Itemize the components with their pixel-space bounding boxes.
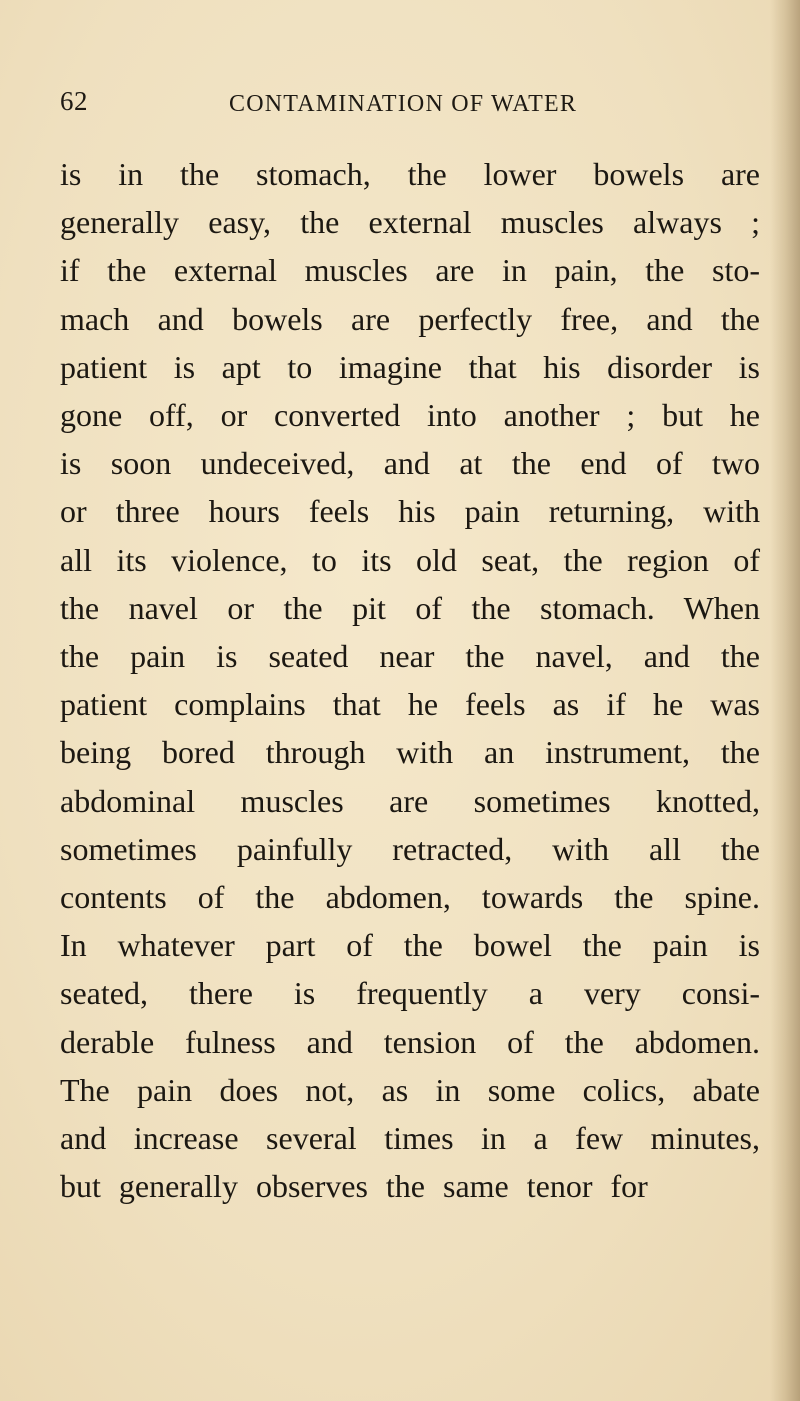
text-line: patient is apt to imagine that his disorder is bbox=[60, 348, 760, 385]
text-line: seated, there is frequently a very consi- bbox=[60, 975, 760, 1012]
page-header bbox=[60, 86, 760, 126]
text-line: In whatever part of the bowel the pain is bbox=[60, 927, 760, 964]
text-line: patient complains that he feels as if he was bbox=[60, 686, 760, 723]
text-line: the navel or the pit of the stomach. When bbox=[60, 589, 760, 626]
text-line: the pain is seated near the navel, and the bbox=[60, 638, 760, 675]
text-line: all its violence, to its old seat, the region of bbox=[60, 541, 760, 578]
text-line: being bored through with an instrument, the bbox=[60, 734, 760, 771]
page-number: 62 bbox=[60, 86, 88, 116]
text-line: is soon undeceived, and at the end of two bbox=[60, 445, 760, 482]
text-line: mach and bowels are perfectly free, and the bbox=[60, 300, 760, 337]
text-line: and increase several times in a few minutes, bbox=[60, 1120, 760, 1157]
text-line: generally easy, the external muscles always ; bbox=[60, 204, 760, 241]
text-line: derable fulness and tension of the abdomen. bbox=[60, 1023, 760, 1060]
text-line: The pain does not, as in some colics, abate bbox=[60, 1071, 760, 1108]
text-line: but generally observes the same tenor for bbox=[60, 1168, 648, 1205]
text-line: is in the stomach, the lower bowels are bbox=[60, 156, 760, 192]
text-line: abdominal muscles are sometimes knotted, bbox=[60, 782, 760, 819]
body-text bbox=[60, 150, 760, 1210]
text-line: or three hours feels his pain returning, with bbox=[60, 493, 760, 530]
text-line: gone off, or converted into another ; but he bbox=[60, 397, 760, 434]
text-line: if the external muscles are in pain, the sto- bbox=[60, 252, 760, 289]
text-line: contents of the abdomen, towards the spine. bbox=[60, 879, 760, 916]
text-line: sometimes painfully retracted, with all the bbox=[60, 830, 760, 867]
running-head: CONTAMINATION OF WATER bbox=[229, 91, 578, 117]
